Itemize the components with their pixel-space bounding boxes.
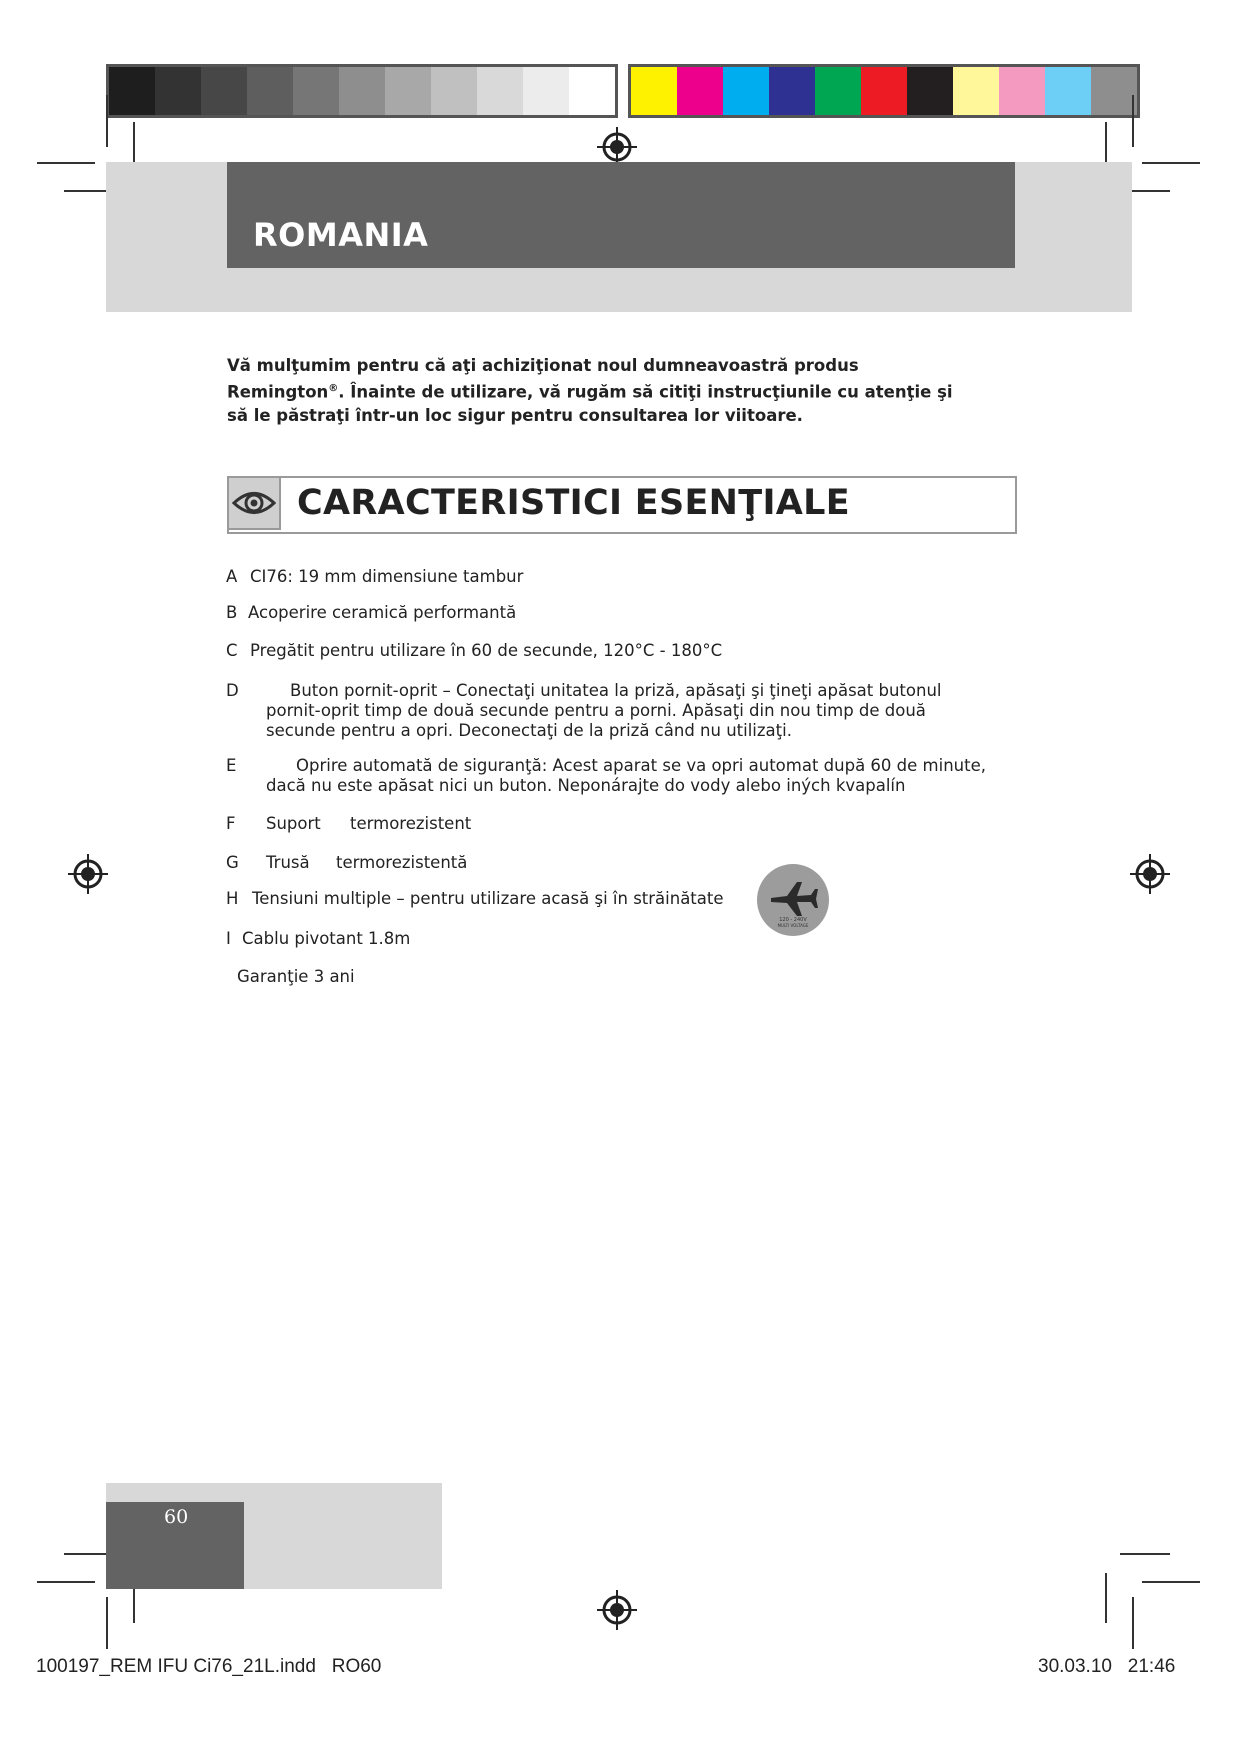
feature-letter: I xyxy=(226,929,231,948)
intro-line: să le păstraţi într-un loc sigur pentru consultarea lor viitoare. xyxy=(227,405,803,425)
badge-voltage: 120 - 240V xyxy=(779,917,807,923)
color-swatch xyxy=(953,67,999,115)
crop-mark xyxy=(37,162,95,164)
crop-mark xyxy=(1142,162,1200,164)
feature-letter: B xyxy=(226,603,238,622)
color-swatch xyxy=(907,67,953,115)
crop-mark xyxy=(1105,1573,1107,1623)
color-swatch xyxy=(815,67,861,115)
feature-item-c xyxy=(226,641,722,661)
registered-mark: ® xyxy=(328,383,339,394)
color-swatch xyxy=(723,67,769,115)
color-swatch xyxy=(247,67,293,115)
feature-text: pornit-oprit timp de două secunde pentru a porni. Apăsaţi din nou timp de două xyxy=(266,701,926,720)
feature-text: Tensiuni multiple – pentru utilizare acasă şi în străinătate xyxy=(252,889,724,908)
file-date-slug: 30.03.10 21:46 xyxy=(1038,1656,1176,1677)
registration-mark-icon xyxy=(1130,854,1170,894)
feature-text: dacă nu este apăsat nici un buton. Neponárajte do vody alebo iných kvapalín xyxy=(266,776,906,795)
color-swatch xyxy=(1045,67,1091,115)
multi-voltage-badge xyxy=(757,864,829,936)
crop-mark xyxy=(106,95,108,147)
intro-line: Vă mulţumim pentru că aţi achiziţionat noul dumneavoastră produs xyxy=(227,356,859,375)
color-swatch xyxy=(477,67,523,115)
crop-mark xyxy=(1132,1597,1134,1649)
feature-item-e xyxy=(226,756,986,796)
feature-text: Buton pornit-oprit – Conectaţi unitatea la priză, apăsaţi şi ţineţi apăsat butonul xyxy=(290,681,942,700)
feature-text: Acoperire ceramică performantă xyxy=(248,603,517,622)
intro-line xyxy=(227,377,967,404)
page-title: ROMANIA xyxy=(253,216,429,254)
color-swatch xyxy=(1091,67,1137,115)
crop-mark xyxy=(1132,95,1134,147)
feature-text: termorezistent xyxy=(350,814,472,833)
section-icon-cell xyxy=(227,476,281,530)
feature-letter: G xyxy=(226,853,239,872)
color-swatch xyxy=(339,67,385,115)
feature-letter: H xyxy=(226,889,239,908)
color-swatch xyxy=(431,67,477,115)
color-swatch xyxy=(109,67,155,115)
color-swatch xyxy=(155,67,201,115)
color-swatch xyxy=(631,67,677,115)
crop-mark xyxy=(37,1581,95,1583)
feature-text: Suport xyxy=(266,814,321,833)
color-swatch xyxy=(201,67,247,115)
feature-letter: A xyxy=(226,567,238,586)
airplane-icon xyxy=(757,864,829,936)
eye-icon xyxy=(229,478,279,528)
feature-item-h xyxy=(226,889,724,909)
crop-mark xyxy=(106,1597,108,1649)
page-number: 60 xyxy=(164,1506,189,1528)
crop-mark xyxy=(1142,1581,1200,1583)
badge-label: MULTI VOLTAGE xyxy=(777,923,809,928)
feature-item-f xyxy=(226,814,471,834)
color-swatch xyxy=(385,67,431,115)
crop-mark xyxy=(1120,1553,1170,1555)
feature-letter: E xyxy=(226,756,237,775)
feature-item-a xyxy=(226,567,523,587)
feature-letter: D xyxy=(226,681,239,700)
feature-item-i xyxy=(226,929,410,949)
feature-text: Oprire automată de siguranţă: Acest aparat se va opri automat după 60 de minute, xyxy=(296,756,986,775)
process-color-bar xyxy=(628,64,1140,118)
color-swatch xyxy=(569,67,615,115)
feature-text: CI76: 19 mm dimensiune tambur xyxy=(250,567,524,586)
registration-mark-icon xyxy=(597,127,637,167)
brand-name: Remington xyxy=(227,382,329,402)
feature-item-d xyxy=(226,681,942,741)
color-swatch xyxy=(677,67,723,115)
color-swatch xyxy=(999,67,1045,115)
grayscale-color-bar xyxy=(106,64,618,118)
section-title: CARACTERISTICI ESENŢIALE xyxy=(297,483,850,523)
registration-mark-icon xyxy=(597,1590,637,1630)
feature-text: Pregătit pentru utilizare în 60 de secunde, 120°C - 180°C xyxy=(250,641,723,660)
feature-item-b xyxy=(226,603,516,623)
color-swatch xyxy=(293,67,339,115)
feature-text: Trusă xyxy=(266,853,310,872)
intro-text: . Înainte de utilizare, vă rugăm să citiţi instrucţiunile cu atenţie şi xyxy=(338,382,953,402)
feature-text: termorezistentă xyxy=(336,853,468,872)
feature-text: secunde pentru a opri. Deconectaţi de la priză când nu utilizaţi. xyxy=(266,721,792,740)
warranty-text: Garanţie 3 ani xyxy=(237,967,355,986)
feature-item-g xyxy=(226,853,467,873)
registration-mark-icon xyxy=(68,854,108,894)
file-name-slug: 100197_REM IFU Ci76_21L.indd RO60 xyxy=(36,1656,382,1677)
color-swatch xyxy=(861,67,907,115)
feature-letter: C xyxy=(226,641,238,660)
feature-text: Cablu pivotant 1.8m xyxy=(242,929,411,948)
intro-paragraph xyxy=(227,354,967,427)
feature-letter: F xyxy=(226,814,236,833)
color-swatch xyxy=(769,67,815,115)
color-swatch xyxy=(523,67,569,115)
